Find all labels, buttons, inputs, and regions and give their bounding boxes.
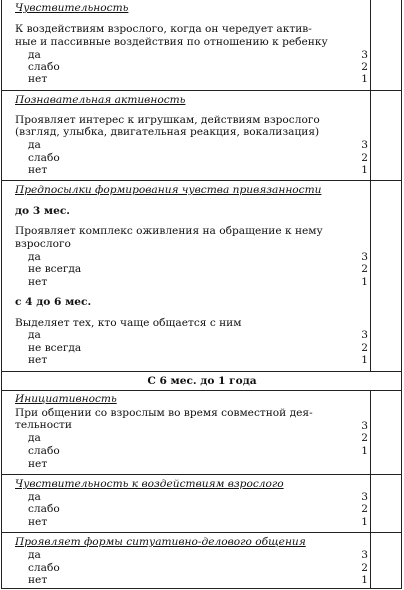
option-score: 1: [361, 73, 368, 85]
section-text: При общении со взрослым во время совместной дея-: [15, 407, 313, 419]
option-score: 3: [361, 139, 368, 151]
option-score: 2: [361, 342, 368, 354]
option-score: 2: [361, 152, 368, 164]
option-score: 3: [361, 549, 368, 561]
option-score: 2: [361, 263, 368, 275]
section-text: К воздействиям взрослого, когда он чередует актив-: [15, 23, 312, 35]
option-label: нет: [28, 516, 48, 528]
score-column-divider: [370, 0, 371, 371]
option-score: 3: [361, 420, 368, 432]
option-score: 2: [361, 562, 368, 574]
option-score: 3: [361, 329, 368, 341]
option-label: слабо: [28, 562, 60, 574]
row-divider: [1, 474, 402, 475]
table-frame: [1, 0, 402, 589]
age-label: с 4 до 6 мес.: [15, 296, 92, 308]
section-text: Проявляет комплекс оживления на обращение к нему: [15, 225, 323, 237]
section-heading: Познавательная активность: [15, 94, 186, 106]
section-text: Выделяет тех, кто чаще общается с ним: [15, 317, 242, 329]
option-label: слабо: [28, 152, 60, 164]
option-label: да: [28, 251, 41, 263]
option-label: нет: [28, 73, 48, 85]
section-text: Проявляет интерес к игрушкам, действиям взрослого: [15, 114, 320, 126]
option-label: не всегда: [28, 342, 82, 354]
option-label: нет: [28, 354, 48, 366]
row-divider: [1, 532, 402, 533]
option-label: слабо: [28, 445, 60, 457]
section-heading: Проявляет формы ситуативно-делового общения: [15, 536, 306, 548]
option-score: 2: [361, 61, 368, 73]
row-divider: [1, 390, 402, 391]
option-label: нет: [28, 164, 48, 176]
option-label: не всегда: [28, 263, 82, 275]
row-divider: [1, 90, 402, 91]
option-label: да: [28, 329, 41, 341]
section-text: взрослого: [15, 238, 71, 250]
section-heading: Чувствительность: [15, 2, 129, 14]
section-text: (взгляд, улыбка, двигательная реакция, вокализация): [15, 126, 320, 138]
age-group-banner: С 6 мес. до 1 года: [147, 375, 257, 387]
option-score: 1: [361, 445, 368, 457]
option-label: слабо: [28, 503, 60, 515]
option-label: да: [28, 491, 41, 503]
option-score: 1: [361, 354, 368, 366]
score-column-divider: [370, 390, 371, 589]
row-divider: [1, 371, 402, 372]
section-text: ные и пассивные воздействия по отношению к ребенку: [15, 36, 328, 48]
option-label: да: [28, 549, 41, 561]
option-score: 1: [361, 164, 368, 176]
option-label: нет: [28, 458, 48, 470]
section-heading: Предпосылки формирования чувства привязанности: [15, 184, 322, 196]
option-score: 1: [361, 276, 368, 288]
option-score: 3: [361, 49, 368, 61]
option-score: 3: [361, 491, 368, 503]
option-label: да: [28, 139, 41, 151]
section-heading: Чувствительность к воздействиям взрослого: [15, 478, 284, 490]
option-score: 2: [361, 432, 368, 444]
option-score: 3: [361, 251, 368, 263]
option-score: 2: [361, 503, 368, 515]
option-label: да: [28, 432, 41, 444]
option-score: 1: [361, 516, 368, 528]
option-score: 1: [361, 574, 368, 586]
option-label: слабо: [28, 61, 60, 73]
age-label: до 3 мес.: [15, 205, 70, 217]
section-text: тельности: [15, 419, 72, 431]
option-label: да: [28, 49, 41, 61]
row-divider: [1, 180, 402, 181]
option-label: нет: [28, 574, 48, 586]
option-label: нет: [28, 276, 48, 288]
section-heading: Инициативность: [15, 393, 117, 405]
